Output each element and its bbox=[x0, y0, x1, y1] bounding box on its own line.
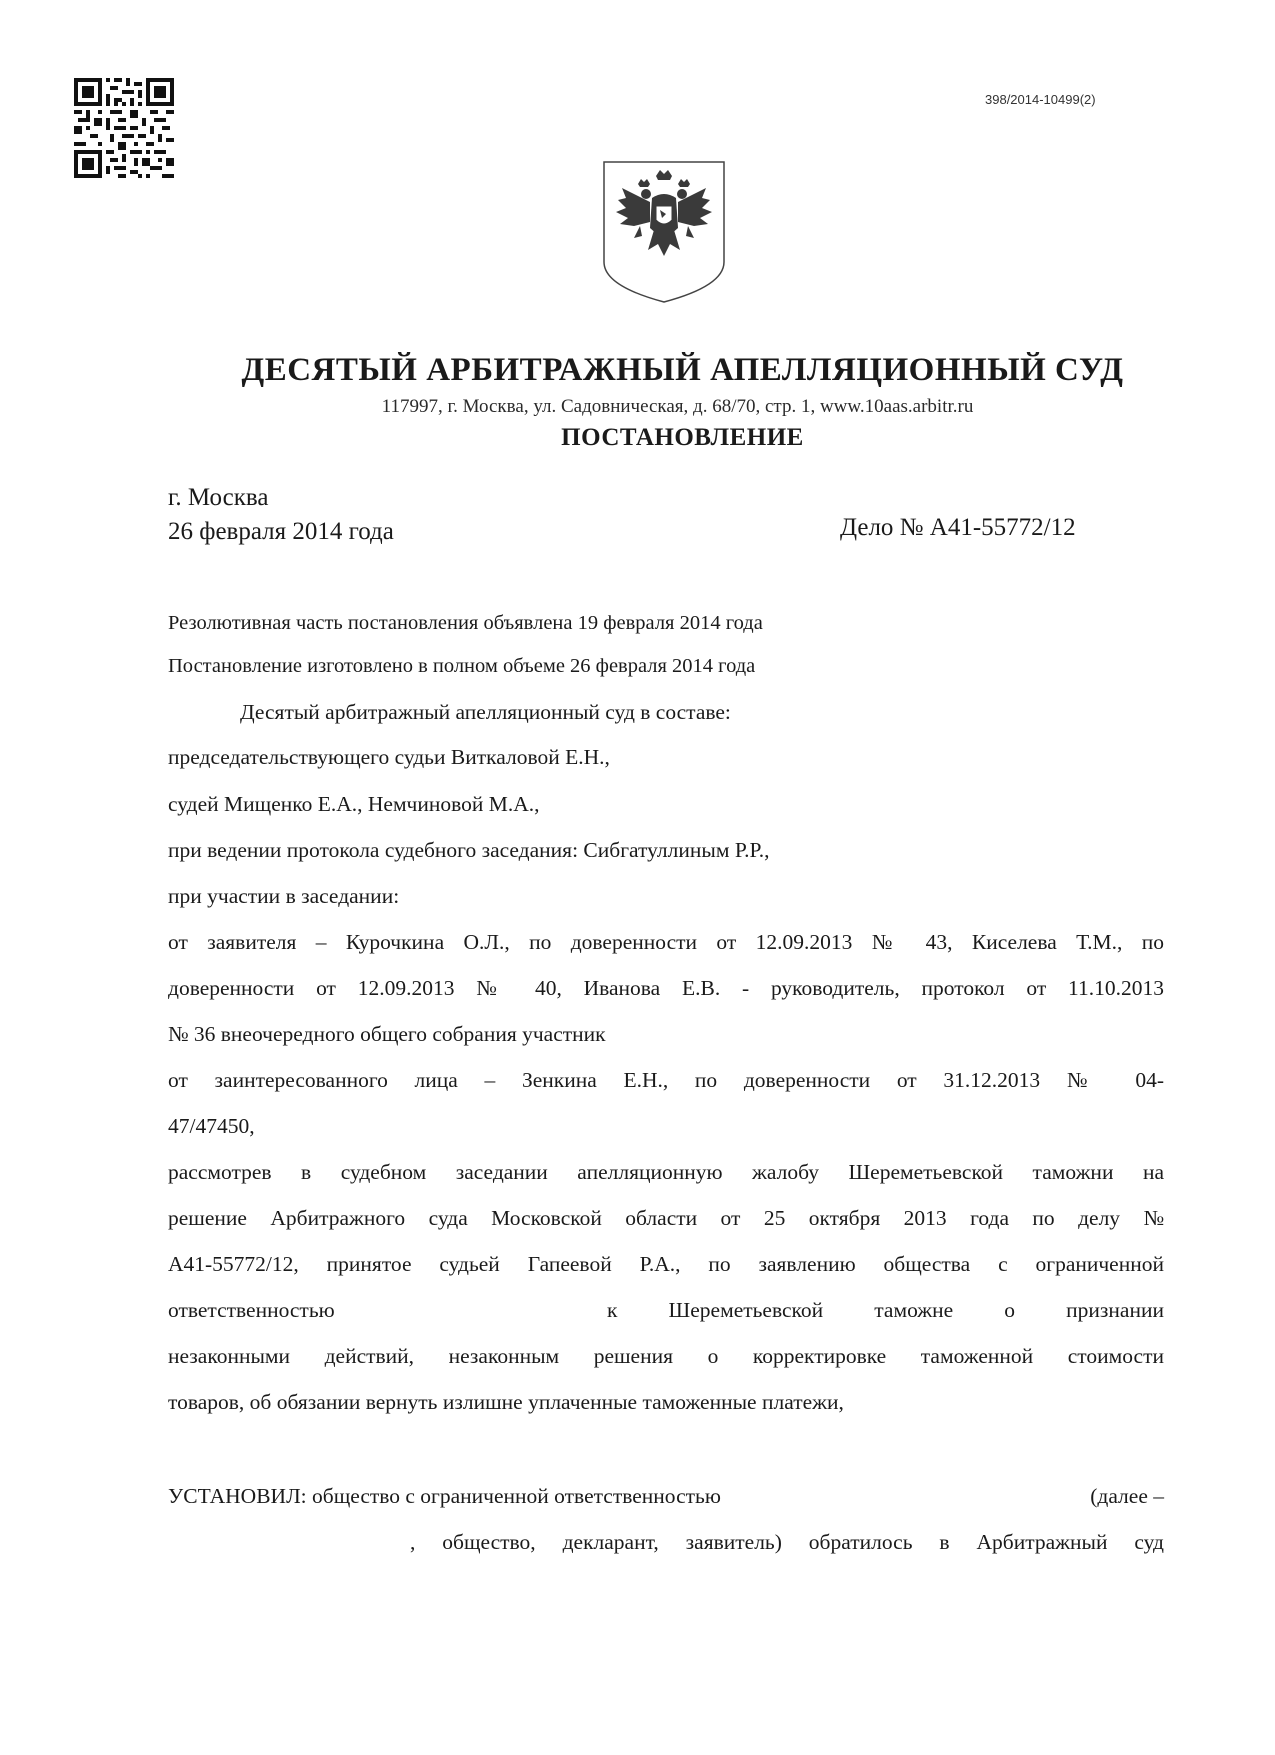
document-date: 26 февраля 2014 года bbox=[168, 518, 394, 545]
applicant-rep-line-1: от заявителя – Курочкина О.Л., по доверенности от 12.09.2013 № 43, Киселева Т.М., по bbox=[168, 930, 1164, 954]
interested-party-line-1: от заинтересованного лица – Зенкина Е.Н., по доверенности от 31.12.2013 № 04- bbox=[168, 1068, 1164, 1092]
established-line-2: , общество, декларант, заявитель) обратилось в Арбитражный суд bbox=[410, 1530, 1164, 1554]
document-type: ПОСТАНОВЛЕНИЕ bbox=[561, 424, 804, 451]
participants-line: при участии в заседании: bbox=[168, 884, 400, 908]
appeal-line-2: решение Арбитражного суда Московской области от 25 октября 2013 года по делу № bbox=[168, 1206, 1164, 1230]
court-name: ДЕСЯТЫЙ АРБИТРАЖНЫЙ АПЕЛЛЯЦИОННЫЙ СУД bbox=[241, 352, 1124, 388]
resolution-announced-line: Резолютивная часть постановления объявлена 19 февраля 2014 года bbox=[168, 612, 763, 634]
established-line-left: УСТАНОВИЛ: общество с ограниченной ответственностью bbox=[168, 1484, 721, 1508]
qr-code-icon bbox=[74, 78, 174, 178]
city: г. Москва bbox=[168, 484, 269, 511]
appeal-line-5: незаконными действий, незаконным решения о корректировке таможенной стоимости bbox=[168, 1344, 1164, 1368]
presiding-judge-line: председательствующего судьи Виткаловой Е.Н., bbox=[168, 745, 610, 769]
case-number: Дело № А41-55772/12 bbox=[840, 514, 1076, 541]
applicant-rep-line-3: № 36 внеочередного общего собрания участник bbox=[168, 1022, 606, 1046]
court-composition-line: Десятый арбитражный апелляционный суд в составе: bbox=[240, 700, 731, 724]
russian-coat-of-arms-icon bbox=[600, 158, 728, 306]
interested-party-line-2: 47/47450, bbox=[168, 1114, 255, 1138]
court-address: 117997, г. Москва, ул. Садовническая, д. 68/70, стр. 1, www.10aas.arbitr.ru bbox=[381, 396, 974, 417]
document-code: 398/2014-10499(2) bbox=[985, 92, 1096, 107]
appeal-line-3: А41-55772/12, принятое судьей Гапеевой Р.А., по заявлению общества с ограниченной bbox=[168, 1252, 1164, 1276]
appeal-line-4-left: ответственностью bbox=[168, 1298, 335, 1322]
applicant-rep-line-2: доверенности от 12.09.2013 № 40, Иванова Е.В. - руководитель, протокол от 11.10.2013 bbox=[168, 976, 1164, 1000]
appeal-line-6: товаров, об обязании вернуть излишне уплаченные таможенные платежи, bbox=[168, 1390, 844, 1414]
appeal-line-4-right: к Шереметьевской таможне о признании bbox=[607, 1298, 1164, 1322]
judges-line: судей Мищенко Е.А., Немчиновой М.А., bbox=[168, 792, 540, 816]
established-line-right: (далее – bbox=[1090, 1484, 1164, 1508]
full-text-prepared-line: Постановление изготовлено в полном объеме 26 февраля 2014 года bbox=[168, 655, 756, 677]
appeal-line-1: рассмотрев в судебном заседании апелляционную жалобу Шереметьевской таможни на bbox=[168, 1160, 1164, 1184]
protocol-line: при ведении протокола судебного заседания: Сибгатуллиным Р.Р., bbox=[168, 838, 770, 862]
